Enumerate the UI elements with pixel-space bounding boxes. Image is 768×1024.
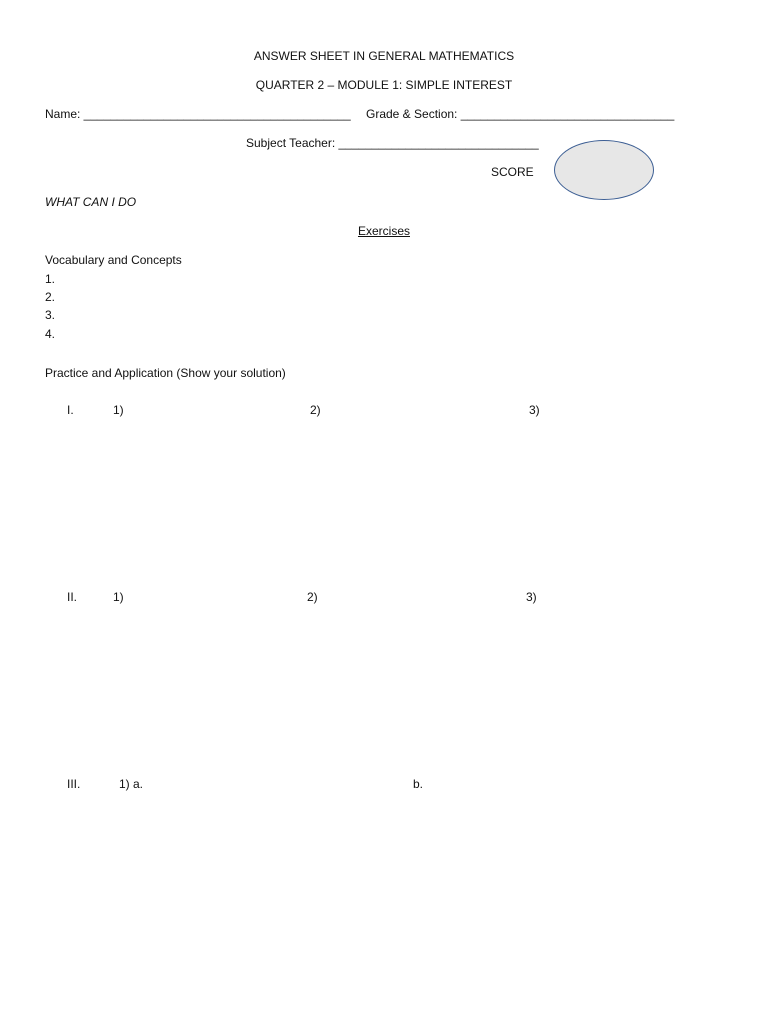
sheet-title: ANSWER SHEET IN GENERAL MATHEMATICS [253, 49, 515, 63]
score-label: SCORE [491, 165, 534, 179]
name-field[interactable]: Name: ________________________________________ [45, 107, 351, 121]
practice-heading: Practice and Application (Show your solution) [45, 366, 286, 380]
grade-section-field[interactable]: Grade & Section: ________________________________ [366, 107, 675, 121]
part-3-item-a: 1) a. [119, 777, 144, 791]
part-3-item-b: b. [413, 777, 424, 791]
vocabulary-item: 2. [45, 290, 56, 304]
part-1-item-2: 2) [310, 403, 321, 417]
part-3-roman: III. [67, 777, 81, 791]
vocabulary-item: 1. [45, 272, 56, 286]
vocabulary-heading: Vocabulary and Concepts [45, 253, 182, 267]
exercises-heading: Exercises [357, 224, 410, 238]
vocabulary-item: 4. [45, 327, 56, 341]
part-2-item-2: 2) [307, 590, 318, 604]
part-2-item-3: 3) [526, 590, 537, 604]
score-oval[interactable] [554, 140, 654, 200]
part-2-item-1: 1) [113, 590, 124, 604]
module-subtitle: QUARTER 2 – MODULE 1: SIMPLE INTEREST [255, 78, 513, 92]
part-1-item-3: 3) [529, 403, 540, 417]
part-1-roman: I. [67, 403, 74, 417]
what-can-i-do-heading: WHAT CAN I DO [45, 195, 137, 209]
subject-teacher-field[interactable]: Subject Teacher: ______________________________ [246, 136, 539, 150]
vocabulary-item: 3. [45, 308, 56, 322]
part-2-roman: II. [67, 590, 78, 604]
part-1-item-1: 1) [113, 403, 124, 417]
